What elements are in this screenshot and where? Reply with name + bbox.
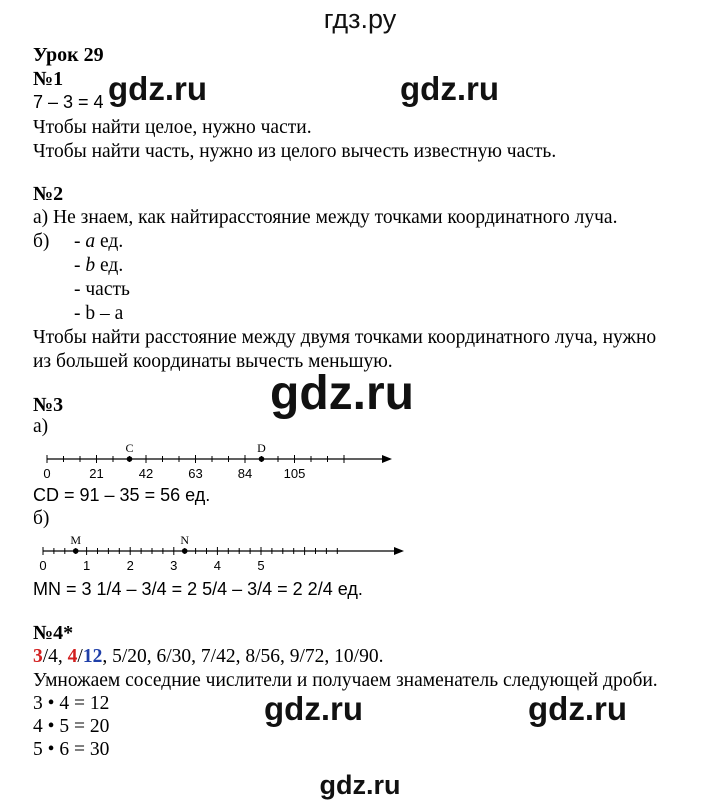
ray-b-tick-label: 3 <box>170 558 178 573</box>
task4-calc-2: 4 • 5 = 20 <box>33 716 110 737</box>
task2-conclusion-2: из большей координаты вычесть меньшую. <box>33 351 393 372</box>
task2-b2-dash: - <box>74 255 86 276</box>
task2-b2-var: b <box>85 255 96 276</box>
task1-rule-whole: Чтобы найти целое, нужно части. <box>33 117 312 138</box>
seq-slash: / <box>77 646 83 667</box>
ray-a-tick-label: 84 <box>237 466 253 481</box>
task1-rule-part: Чтобы найти часть, нужно из целого вычесть известную часть. <box>33 141 557 162</box>
seq-second-numerator: 4 <box>67 646 78 667</box>
coordinate-ray-b <box>0 527 720 577</box>
ray-a-point-d <box>259 456 265 462</box>
ray-b-tick-label: 0 <box>39 558 47 573</box>
task2-b1-var: а <box>85 231 96 252</box>
ray-a-tick-label: 0 <box>43 466 51 481</box>
task2-b4: - b – а <box>74 303 124 324</box>
task4-explanation: Умножаем соседние числители и получаем знаменатель следующей дроби. <box>33 670 658 691</box>
seq-first-numerator: 3 <box>33 646 43 667</box>
ray-a-arrow-head <box>382 455 392 463</box>
task2-item-b-prefix: б) <box>33 231 50 252</box>
watermark-2: gdz.ru <box>400 70 499 107</box>
ray-b-point-m <box>73 548 79 554</box>
ray-a-point-label-d: D <box>257 441 266 455</box>
ray-b-point-label-m: M <box>70 533 82 547</box>
ray-b-arrow-head <box>394 547 404 555</box>
ray-a-tick-label: 21 <box>89 466 104 481</box>
seq-first-rest: /4, <box>42 646 68 667</box>
watermark-4: gdz.ru <box>264 690 363 727</box>
ray-a-tick-label: 42 <box>138 466 154 481</box>
task3-label: №3 <box>33 394 64 416</box>
task2-conclusion-1: Чтобы найти расстояние между двумя точками координатного луча, нужно <box>33 327 657 348</box>
watermark-5: gdz.ru <box>528 690 627 727</box>
ray-b-tick-label: 5 <box>257 558 265 573</box>
task2-b2-unit: ед. <box>95 255 124 276</box>
task4-calc-3: 5 • 6 = 30 <box>33 739 110 760</box>
task3-result-a: CD = 91 – 35 = 56 ед. <box>33 485 211 505</box>
task2-b1 <box>74 231 123 253</box>
watermark-footer: gdz.ru <box>319 770 401 800</box>
ray-a-tick-label: 105 <box>283 466 306 481</box>
task4-calc-1: 3 • 4 = 12 <box>33 693 110 714</box>
task4-sequence <box>33 646 383 668</box>
ray-b-point-n <box>182 548 188 554</box>
watermark-3: gdz.ru <box>270 367 414 420</box>
task1-label: №1 <box>33 68 64 90</box>
task2-item-a: а) Не знаем, как найтирасстояние между точками координатного луча. <box>33 207 618 228</box>
task1-equation: 7 – 3 = 4 <box>33 92 104 112</box>
ray-b-point-label-n: N <box>180 533 190 547</box>
task2-b2 <box>74 255 123 277</box>
task4-label: №4* <box>33 622 74 644</box>
seq-second-denominator: 12 <box>82 646 103 667</box>
watermark-1: gdz.ru <box>108 70 207 107</box>
site-header: гдз.ру <box>323 4 397 34</box>
coordinate-ray-a <box>0 430 720 485</box>
task2-b1-unit: ед. <box>95 231 124 252</box>
task2-label: №2 <box>33 183 64 205</box>
ray-b-tick-label: 1 <box>82 558 91 573</box>
lesson-title: Урок 29 <box>33 44 104 66</box>
task3-part-a-label: а) <box>33 416 49 437</box>
ray-a-tick-label: 63 <box>188 466 203 481</box>
ray-a-point-label-c: C <box>125 441 134 455</box>
ray-a-point-c <box>127 456 133 462</box>
ray-b-tick-label: 4 <box>213 558 222 573</box>
task3-part-b-label: б) <box>33 508 50 529</box>
task3-result-b: MN = 3 1/4 – 3/4 = 2 5/4 – 3/4 = 2 2/4 ед. <box>33 579 363 599</box>
ray-b-tick-label: 2 <box>126 558 134 573</box>
task2-b3: - часть <box>74 279 130 300</box>
task2-b1-dash: - <box>74 231 86 252</box>
seq-rest: , 5/20, 6/30, 7/42, 8/56, 9/72, 10/90. <box>102 646 384 667</box>
